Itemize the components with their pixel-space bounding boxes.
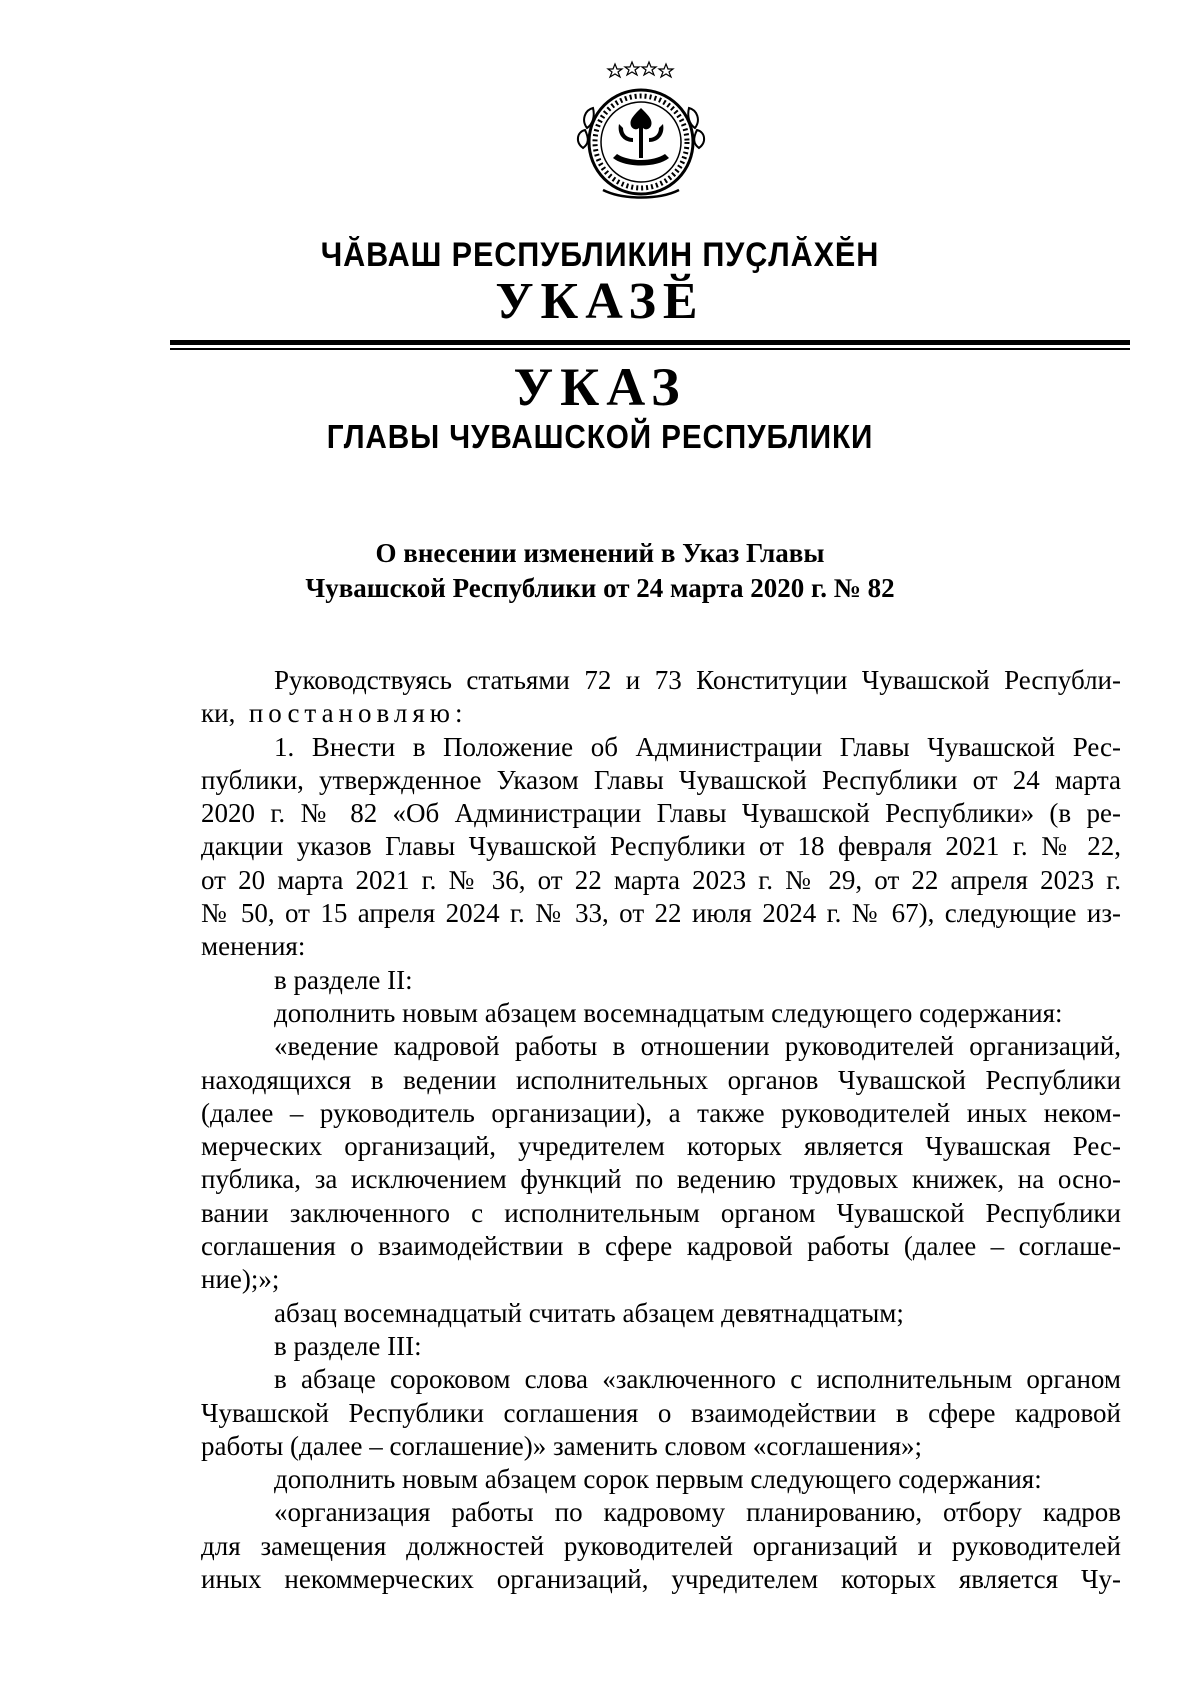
body-line: абзац восемнадцатый считать абзацем девятнадцатым; <box>274 1297 904 1328</box>
document-body <box>201 664 1121 1596</box>
body-line: в разделе III: <box>274 1330 422 1361</box>
body-line: публика, за исключением функций по ведению трудовых книжек, на осно- <box>201 1164 1121 1195</box>
body-line: дополнить новым абзацем сорок первым следующего содержания: <box>274 1464 1042 1495</box>
chuvash-header-line2: УКАЗӖ <box>495 273 705 330</box>
body-line: ние);»; <box>201 1264 280 1295</box>
body-line: дополнить новым абзацем восемнадцатым следующего содержания: <box>274 997 1063 1028</box>
body-line: вании заключенного с исполнительным органом Чувашской Республики <box>201 1197 1121 1228</box>
body-line: 1. Внести в Положение об Администрации Главы Чувашской Рес- <box>274 731 1121 762</box>
russian-header-line2: ГЛАВЫ ЧУВАШСКОЙ РЕСПУБЛИКИ <box>326 418 874 455</box>
body-line: «организация работы по кадровому планированию, отбору кадров <box>274 1497 1121 1528</box>
russian-header-line1: УКАЗ <box>513 357 687 417</box>
body-line: дакции указов Главы Чувашской Республики от 18 февраля 2021 г. № 22, <box>201 831 1121 862</box>
document-title <box>0 536 1200 606</box>
body-line: от 20 марта 2021 г. № 36, от 22 марта 2023 г. № 29, от 22 апреля 2023 г. <box>201 864 1121 895</box>
body-line: в разделе II: <box>274 964 413 995</box>
body-line: «ведение кадровой работы в отношении руководителей организаций, <box>274 1031 1121 1062</box>
body-line: менения: <box>201 931 306 962</box>
body-line: Руководствуясь статьями 72 и 73 Конституции Чувашской Республи- <box>274 665 1121 695</box>
body-line: для замещения должностей руководителей организаций и руководителей <box>201 1530 1121 1561</box>
body-line: № 50, от 15 апреля 2024 г. № 33, от 22 июля 2024 г. № 67), следующие из- <box>201 898 1121 929</box>
coat-of-arms-emblem <box>573 58 721 206</box>
body-line: (далее – руководитель организации), а также руководителей иных неком- <box>201 1097 1121 1128</box>
header-divider-thin <box>170 348 1130 350</box>
decree-keyword: постановляю: <box>248 698 468 729</box>
title-line-2: Чувашской Республики от 24 марта 2020 г. № 82 <box>305 573 895 603</box>
body-line: работы (далее – соглашение)» заменить словом «соглашения»; <box>201 1430 923 1461</box>
header-divider-thick <box>170 340 1130 345</box>
body-line: Чувашской Республики соглашения о взаимодействии в сфере кадровой <box>201 1397 1121 1428</box>
body-text-fragment: ки, <box>201 698 236 729</box>
body-line: иных некоммерческих организаций, учредителем которых является Чу- <box>201 1564 1121 1595</box>
body-line <box>201 697 1121 730</box>
body-line: публики, утвержденное Указом Главы Чувашской Республики от 24 марта <box>201 764 1121 795</box>
chuvash-header-line1: ЧӐВАШ РЕСПУБЛИКИН ПУҪЛӐХӖН <box>320 236 880 274</box>
body-line: соглашения о взаимодействии в сфере кадровой работы (далее – соглаше- <box>201 1231 1121 1262</box>
body-line: в абзаце сороковом слова «заключенного с исполнительным органом <box>274 1364 1121 1395</box>
body-line: мерческих организаций, учредителем которых является Чувашская Рес- <box>201 1131 1121 1162</box>
body-line: 2020 г. № 82 «Об Администрации Главы Чувашской Республики» (в ре- <box>201 798 1121 829</box>
title-line-1: О внесении изменений в Указ Главы <box>375 538 825 568</box>
body-line: находящихся в ведении исполнительных органов Чувашской Республики <box>201 1064 1121 1095</box>
